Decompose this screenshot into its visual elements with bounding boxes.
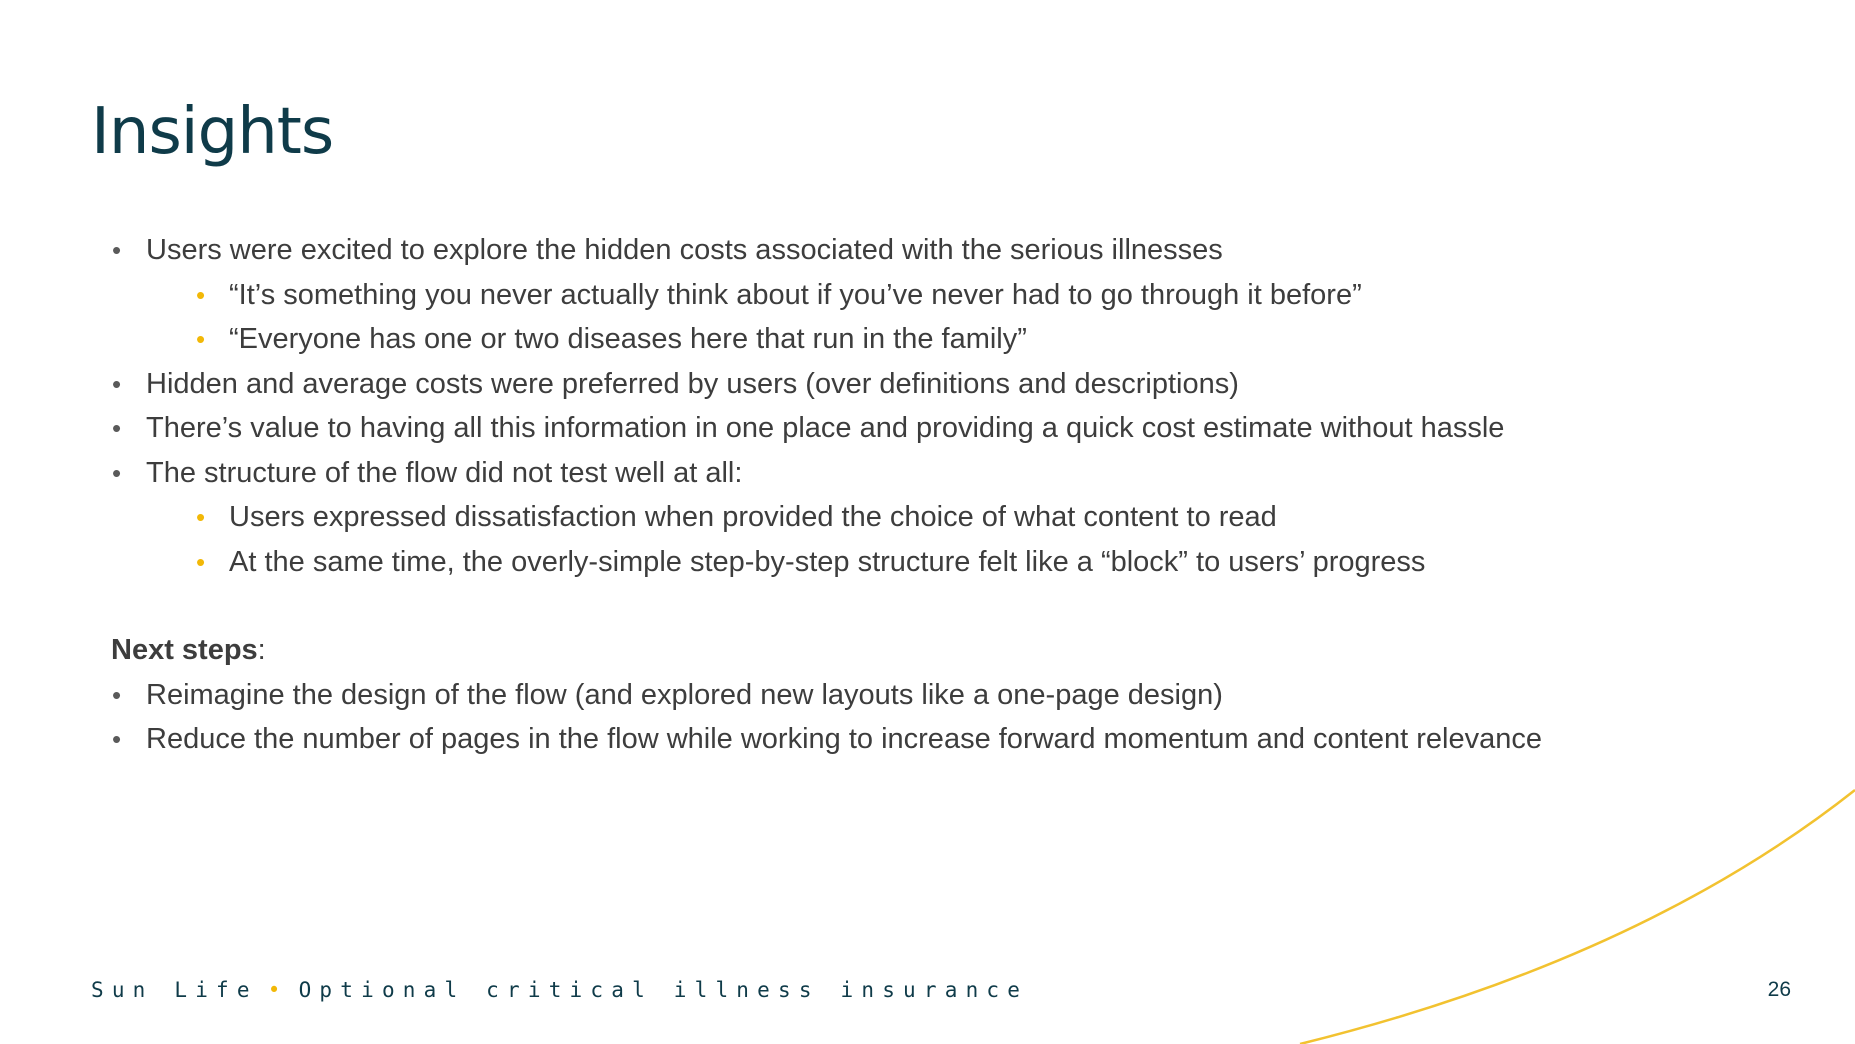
insights-list (110, 228, 1810, 584)
bullet-icon: • (112, 413, 122, 443)
footer (91, 978, 1028, 1002)
list-item (110, 228, 1810, 362)
list-item (110, 717, 1810, 762)
footer-separator: • (267, 978, 289, 1002)
arc-line (1300, 790, 1855, 1044)
list-item (110, 451, 1810, 585)
bullet-icon: • (112, 457, 122, 488)
sub-bullet-icon: • (196, 546, 206, 577)
sub-list-item-text: Users expressed dissatisfaction when provided the choice of what content to read (229, 501, 1277, 533)
next-steps-heading (111, 628, 1810, 673)
sub-bullet-icon: • (196, 279, 206, 310)
sub-list-item (146, 540, 1810, 585)
list-item-text: The structure of the flow did not test well at all: (146, 456, 743, 489)
bullet-icon: • (112, 368, 122, 399)
list-item-text: Users were excited to explore the hidden costs associated with the serious illnesses (146, 234, 1223, 266)
footer-brand: Sun Life (91, 978, 258, 1002)
list-item-text: Reimagine the design of the flow (and explored new layouts like a one-page design) (146, 678, 1223, 711)
bullet-icon: • (112, 679, 122, 710)
sub-list-item (146, 495, 1810, 540)
list-item (110, 673, 1810, 718)
bullet-icon: • (112, 235, 122, 265)
sub-list-item-text: “It’s something you never actually think about if you’ve never had to go through it before” (229, 278, 1362, 311)
slide-title: Insights (91, 95, 334, 169)
footer-subtitle: Optional critical illness insurance (298, 978, 1029, 1002)
list-item-text: There’s value to having all this information in one place and providing a quick cost estimate without hassle (146, 412, 1505, 444)
sub-list-item (146, 273, 1810, 318)
sub-list-item-text: “Everyone has one or two diseases here that run in the family” (229, 323, 1027, 355)
list-item-text: Hidden and average costs were preferred by users (over definitions and descriptions) (146, 367, 1239, 400)
next-steps-heading-colon: : (257, 634, 266, 666)
list-item (110, 406, 1810, 451)
sub-bullet-icon: • (196, 502, 206, 532)
bullet-icon: • (112, 724, 122, 754)
list-item-text: Reduce the number of pages in the flow while working to increase forward momentum and content relevance (146, 723, 1542, 755)
sub-list (146, 495, 1810, 584)
slide-body (110, 228, 1810, 762)
page-number: 26 (1767, 978, 1791, 1001)
sub-list (146, 273, 1810, 362)
sub-list-item-text: At the same time, the overly-simple step-by-step structure felt like a “block” to users’ progress (229, 545, 1426, 578)
next-steps-list (110, 673, 1810, 762)
sub-bullet-icon: • (196, 324, 206, 354)
list-item (110, 362, 1810, 407)
next-steps-heading-text: Next steps (111, 634, 258, 666)
sub-list-item (146, 317, 1810, 362)
